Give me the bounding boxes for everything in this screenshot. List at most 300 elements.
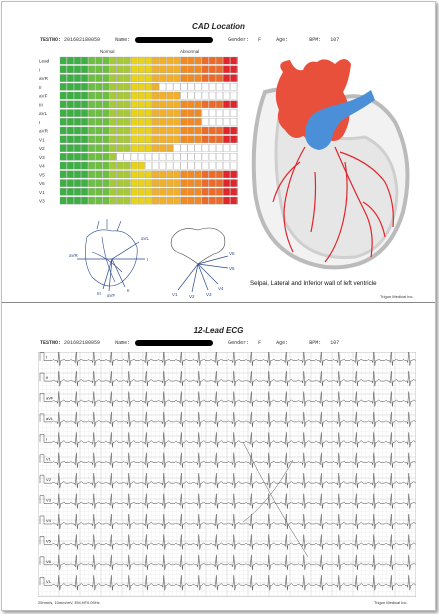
- bar-segment: [138, 171, 145, 178]
- bar-segment: [230, 118, 237, 125]
- bar-segment: [167, 66, 174, 73]
- bar-segment: [152, 83, 159, 90]
- bar-segment: [138, 110, 145, 117]
- bar-segment: [117, 110, 124, 117]
- bar-segment: [67, 180, 74, 187]
- bar-segment: [174, 92, 181, 99]
- bar-segment: [181, 118, 188, 125]
- bar-segment: [88, 188, 95, 195]
- bar-segment: [60, 171, 67, 178]
- bar-segment: [60, 66, 67, 73]
- frontal-label-ii: II: [127, 288, 130, 293]
- bar-segment: [195, 83, 202, 90]
- bpm-value: 107: [330, 340, 340, 347]
- bar-segment: [124, 188, 130, 195]
- bar-segment: [88, 101, 95, 108]
- bar-segment: [188, 75, 195, 82]
- bar-segment: [216, 153, 223, 160]
- normal-label: Normal: [100, 49, 115, 54]
- ecg-lead-label: V2: [46, 477, 51, 483]
- bar-segment: [216, 197, 223, 204]
- bar-segment: [195, 101, 202, 108]
- bar-segment: [103, 127, 110, 134]
- bar-segment: [138, 57, 145, 64]
- bar-segment: [181, 92, 188, 99]
- bar-segment: [230, 162, 237, 169]
- bar-segment: [152, 153, 159, 160]
- bar-segment: [202, 127, 209, 134]
- bar-segment: [230, 145, 237, 152]
- bar-segment: [216, 110, 223, 117]
- frontal-label-avl: aVL: [141, 236, 150, 241]
- ecg-lead-label: V3: [46, 497, 51, 503]
- ecg-lead-label: aVL: [46, 415, 54, 421]
- bar-segment: [230, 136, 237, 143]
- frontal-label-iii: III: [97, 291, 101, 296]
- bar-segment: [60, 162, 67, 169]
- bar-segment: [152, 92, 159, 99]
- bar-segment: [96, 145, 103, 152]
- bar-segment: [103, 136, 110, 143]
- bar-segment: [67, 153, 74, 160]
- bar-segment: [223, 136, 230, 143]
- bar-segment: [223, 83, 230, 90]
- abnormal-label: Abnormal: [180, 49, 200, 54]
- bar-segment: [138, 101, 145, 108]
- lead-label: aVF: [39, 93, 48, 99]
- bar-segment: [67, 127, 74, 134]
- bar-segment: [223, 92, 230, 99]
- bar-segment: [195, 57, 202, 64]
- bar-segment: [216, 101, 223, 108]
- bar-segment: [216, 171, 223, 178]
- lead-label: V2: [39, 146, 45, 151]
- bar-segment: [174, 66, 181, 73]
- bpm-value: 107: [330, 37, 340, 44]
- bar-segment: [159, 136, 166, 143]
- bar-segment: [223, 145, 230, 152]
- bar-segment: [181, 188, 188, 195]
- bar-segment: [88, 57, 95, 64]
- bar-segment: [202, 171, 209, 178]
- bar-segment: [174, 57, 181, 64]
- bar-segment: [60, 83, 67, 90]
- bar-segment: [188, 145, 195, 152]
- bar-segment: [174, 180, 181, 187]
- bar-segment: [131, 127, 138, 134]
- bar-segment: [74, 66, 81, 73]
- bar-segment: [174, 83, 181, 90]
- bar-segment: [223, 75, 230, 82]
- ecg-lead-label: V6: [46, 558, 51, 564]
- bar-segment: [216, 118, 223, 125]
- bar-segment: [81, 92, 88, 99]
- bar-segment: [110, 188, 117, 195]
- bar-segment: [216, 92, 223, 99]
- bar-segment: [167, 101, 174, 108]
- bar-segment: [159, 118, 166, 125]
- bar-segment: [209, 188, 216, 195]
- ecg-page-title: 12-Lead ECG: [193, 326, 244, 335]
- bar-segment: [110, 145, 117, 152]
- lead-label: I: [39, 119, 41, 125]
- bar-segment: [195, 197, 202, 204]
- lead-label: aVR: [39, 128, 48, 134]
- bar-segment: [124, 92, 130, 99]
- bar-segment: [209, 83, 216, 90]
- bar-segment: [67, 145, 74, 152]
- bar-segment: [96, 171, 103, 178]
- bar-segment: [138, 66, 145, 73]
- bar-segment: [230, 75, 237, 82]
- bar-segment: [74, 92, 81, 99]
- lead-label: III: [39, 102, 43, 108]
- bar-segment: [60, 110, 67, 117]
- bar-segment: [223, 110, 230, 117]
- lead-label: V1: [39, 137, 45, 143]
- bar-segment: [131, 180, 138, 187]
- bar-segment: [74, 127, 81, 134]
- bar-segment: [238, 197, 239, 204]
- bar-segment: [223, 127, 230, 134]
- bar-segment: [223, 171, 230, 178]
- bar-segment: [238, 188, 239, 195]
- bar-segment: [202, 145, 209, 152]
- bar-segment: [131, 162, 138, 169]
- bar-segment: [138, 75, 145, 82]
- name-redaction: [135, 340, 213, 346]
- ecg-lead-label: I: [46, 354, 48, 360]
- bar-segment: [238, 75, 239, 82]
- bar-segment: [110, 136, 117, 143]
- bar-segment: [230, 171, 237, 178]
- bar-segment: [96, 66, 103, 73]
- bar-segment: [124, 180, 130, 187]
- bar-segment: [131, 66, 138, 73]
- bar-segment: [131, 83, 138, 90]
- heart-illustration: [245, 52, 415, 277]
- bar-segment: [88, 66, 95, 73]
- bar-segment: [238, 180, 239, 187]
- bar-segment: [88, 118, 95, 125]
- bar-segment: [188, 162, 195, 169]
- lead-label: Lead: [39, 58, 50, 64]
- bar-segment: [152, 180, 159, 187]
- bar-segment: [238, 153, 239, 160]
- bar-segment: [67, 162, 74, 169]
- bar-segment: [209, 127, 216, 134]
- cad-caption: Selpai, Lateral and Inferior wall of left ventricle: [250, 280, 377, 287]
- bar-segment: [81, 145, 88, 152]
- bar-segment: [88, 136, 95, 143]
- bar-segment: [238, 127, 239, 134]
- bar-segment: [124, 145, 130, 152]
- bar-segment: [124, 83, 130, 90]
- bar-segment: [81, 57, 88, 64]
- bar-segment: [145, 153, 152, 160]
- bar-segment: [117, 83, 124, 90]
- horizontal-label-v1: V1: [172, 292, 178, 297]
- bar-segment: [209, 162, 216, 169]
- bar-segment: [103, 66, 110, 73]
- ecg-lead-label: V1: [46, 456, 51, 462]
- bar-segment: [159, 180, 166, 187]
- bar-segment: [138, 162, 145, 169]
- bar-segment: [202, 162, 209, 169]
- bar-segment: [96, 92, 103, 99]
- bar-segment: [138, 197, 145, 204]
- bar-segment: [209, 92, 216, 99]
- bar-segment: [138, 83, 145, 90]
- bar-segment: [145, 197, 152, 204]
- bar-segment: [60, 145, 67, 152]
- bar-segment: [238, 101, 239, 108]
- bar-segment: [96, 136, 103, 143]
- bar-segment: [159, 162, 166, 169]
- name-redaction: [135, 37, 213, 43]
- bar-segment: [103, 153, 110, 160]
- bar-segment: [124, 127, 130, 134]
- bar-segment: [216, 57, 223, 64]
- bar-segment: [81, 136, 88, 143]
- bar-segment: [167, 197, 174, 204]
- bar-segment: [145, 136, 152, 143]
- bar-segment: [209, 57, 216, 64]
- bar-segment: [152, 197, 159, 204]
- bar-segment: [88, 92, 95, 99]
- ecg-lead-label: V5: [46, 538, 51, 544]
- document-frame: [1, 1, 436, 611]
- bar-segment: [60, 197, 67, 204]
- bar-segment: [188, 57, 195, 64]
- bar-segment: [223, 188, 230, 195]
- bar-segment: [202, 197, 209, 204]
- bar-segment: [103, 171, 110, 178]
- bar-segment: [167, 57, 174, 64]
- bar-segment: [152, 66, 159, 73]
- bar-segment: [181, 171, 188, 178]
- bar-segment: [202, 66, 209, 73]
- bar-segment: [138, 127, 145, 134]
- bar-segment: [209, 145, 216, 152]
- bar-segment: [81, 162, 88, 169]
- bar-segment: [174, 145, 181, 152]
- bar-segment: [88, 145, 95, 152]
- bar-segment: [159, 110, 166, 117]
- bar-segment: [195, 110, 202, 117]
- bar-segment: [152, 101, 159, 108]
- horizontal-label-v2: V2: [189, 294, 195, 299]
- bar-segment: [96, 118, 103, 125]
- bar-segment: [124, 57, 130, 64]
- lead-label: V6: [39, 181, 45, 186]
- gender-label: Gender:: [228, 340, 250, 347]
- ecg-footer-brand: Trigon Medical Inc.: [374, 600, 408, 605]
- bar-segment: [209, 101, 216, 108]
- bar-segment: [124, 110, 130, 117]
- bar-segment: [230, 83, 237, 90]
- bar-segment: [230, 92, 237, 99]
- bar-segment: [216, 145, 223, 152]
- bar-segment: [74, 83, 81, 90]
- bar-segment: [174, 171, 181, 178]
- bar-segment: [131, 188, 138, 195]
- bar-segment: [174, 118, 181, 125]
- bar-segment: [209, 153, 216, 160]
- bar-segment: [195, 153, 202, 160]
- bar-segment: [202, 92, 209, 99]
- bar-segment: [60, 118, 67, 125]
- bar-segment: [145, 171, 152, 178]
- bar-segment: [188, 197, 195, 204]
- bar-segment: [145, 66, 152, 73]
- bar-segment: [202, 180, 209, 187]
- bar-segment: [223, 118, 230, 125]
- bar-segment: [167, 162, 174, 169]
- bar-segment: [223, 101, 230, 108]
- bar-segment: [195, 66, 202, 73]
- bar-segment: [117, 180, 124, 187]
- bar-segment: [60, 92, 67, 99]
- bar-segment: [88, 171, 95, 178]
- bar-segment: [230, 153, 237, 160]
- gender-value: F: [258, 37, 262, 44]
- bar-segment: [131, 75, 138, 82]
- bar-segment: [159, 83, 166, 90]
- bar-segment: [145, 180, 152, 187]
- bar-segment: [230, 57, 237, 64]
- lead-label: V3: [39, 154, 45, 160]
- bar-segment: [202, 188, 209, 195]
- gender-value: F: [258, 340, 262, 347]
- bar-segment: [124, 66, 130, 73]
- bar-segment: [74, 171, 81, 178]
- testno-value: 201602180059: [64, 37, 101, 44]
- bar-segment: [110, 75, 117, 82]
- bar-segment: [103, 162, 110, 169]
- bar-segment: [181, 153, 188, 160]
- bar-segment: [174, 197, 181, 204]
- bar-segment: [96, 75, 103, 82]
- bar-segment: [152, 162, 159, 169]
- ecg-page: [2, 308, 435, 610]
- bar-segment: [60, 127, 67, 134]
- bar-segment: [110, 83, 117, 90]
- bar-segment: [188, 110, 195, 117]
- bar-segment: [138, 180, 145, 187]
- bar-segment: [110, 153, 117, 160]
- lead-label: V4: [39, 163, 45, 169]
- bar-segment: [60, 57, 67, 64]
- bar-segment: [117, 153, 124, 160]
- bar-segment: [74, 145, 81, 152]
- bar-segment: [181, 110, 188, 117]
- bar-segment: [152, 110, 159, 117]
- lead-label: V3: [39, 198, 45, 204]
- bar-segment: [223, 197, 230, 204]
- bar-segment: [96, 188, 103, 195]
- bar-segment: [152, 127, 159, 134]
- bar-segment: [131, 101, 138, 108]
- bar-segment: [103, 92, 110, 99]
- bar-segment: [103, 180, 110, 187]
- ecg-footer-settings: 25mm/s, 10mm/mV, EM,HF0.05Hz: [38, 600, 100, 605]
- bar-segment: [124, 171, 130, 178]
- bar-segment: [195, 145, 202, 152]
- bar-segment: [188, 83, 195, 90]
- bar-segment: [110, 197, 117, 204]
- bar-segment: [202, 57, 209, 64]
- bar-segment: [96, 57, 103, 64]
- bar-segment: [67, 118, 74, 125]
- bar-segment: [195, 136, 202, 143]
- bar-segment: [159, 145, 166, 152]
- bar-segment: [223, 162, 230, 169]
- bar-segment: [74, 57, 81, 64]
- bar-segment: [181, 101, 188, 108]
- name-label: Name:: [115, 340, 131, 347]
- bar-segment: [60, 153, 67, 160]
- bar-segment: [202, 75, 209, 82]
- lead-label: II: [39, 84, 42, 90]
- bar-segment: [117, 92, 124, 99]
- bar-segment: [145, 188, 152, 195]
- bar-segment: [81, 66, 88, 73]
- bar-segment: [131, 171, 138, 178]
- bar-segment: [67, 136, 74, 143]
- bar-segment: [81, 171, 88, 178]
- bar-segment: [131, 145, 138, 152]
- bar-segment: [181, 145, 188, 152]
- bar-segment: [216, 83, 223, 90]
- bar-segment: [110, 110, 117, 117]
- bar-segment: [216, 180, 223, 187]
- bar-segment: [159, 188, 166, 195]
- bar-segment: [145, 57, 152, 64]
- bar-segment: [159, 171, 166, 178]
- bar-segment: [88, 127, 95, 134]
- bar-segment: [230, 66, 237, 73]
- bar-segment: [202, 136, 209, 143]
- bar-segment: [238, 66, 239, 73]
- bar-segment: [216, 162, 223, 169]
- bar-segment: [174, 136, 181, 143]
- cad-patient-header: [40, 37, 351, 43]
- bar-segment: [181, 57, 188, 64]
- bar-segment: [167, 75, 174, 82]
- bar-segment: [181, 83, 188, 90]
- bar-segment: [152, 136, 159, 143]
- bar-segment: [81, 153, 88, 160]
- bar-segment: [124, 153, 130, 160]
- bar-segment: [124, 136, 130, 143]
- bar-segment: [195, 118, 202, 125]
- bar-segment: [223, 180, 230, 187]
- bar-segment: [216, 188, 223, 195]
- horizontal-label-v4: V4: [218, 286, 224, 291]
- cad-page-title: CAD Location: [192, 22, 245, 31]
- bar-segment: [152, 145, 159, 152]
- bar-segment: [88, 153, 95, 160]
- bar-segment: [202, 83, 209, 90]
- bar-segment: [124, 197, 130, 204]
- bar-segment: [181, 197, 188, 204]
- bar-segment: [60, 75, 67, 82]
- bar-segment: [67, 83, 74, 90]
- bar-segment: [67, 101, 74, 108]
- bar-segment: [88, 162, 95, 169]
- bar-segment: [238, 92, 239, 99]
